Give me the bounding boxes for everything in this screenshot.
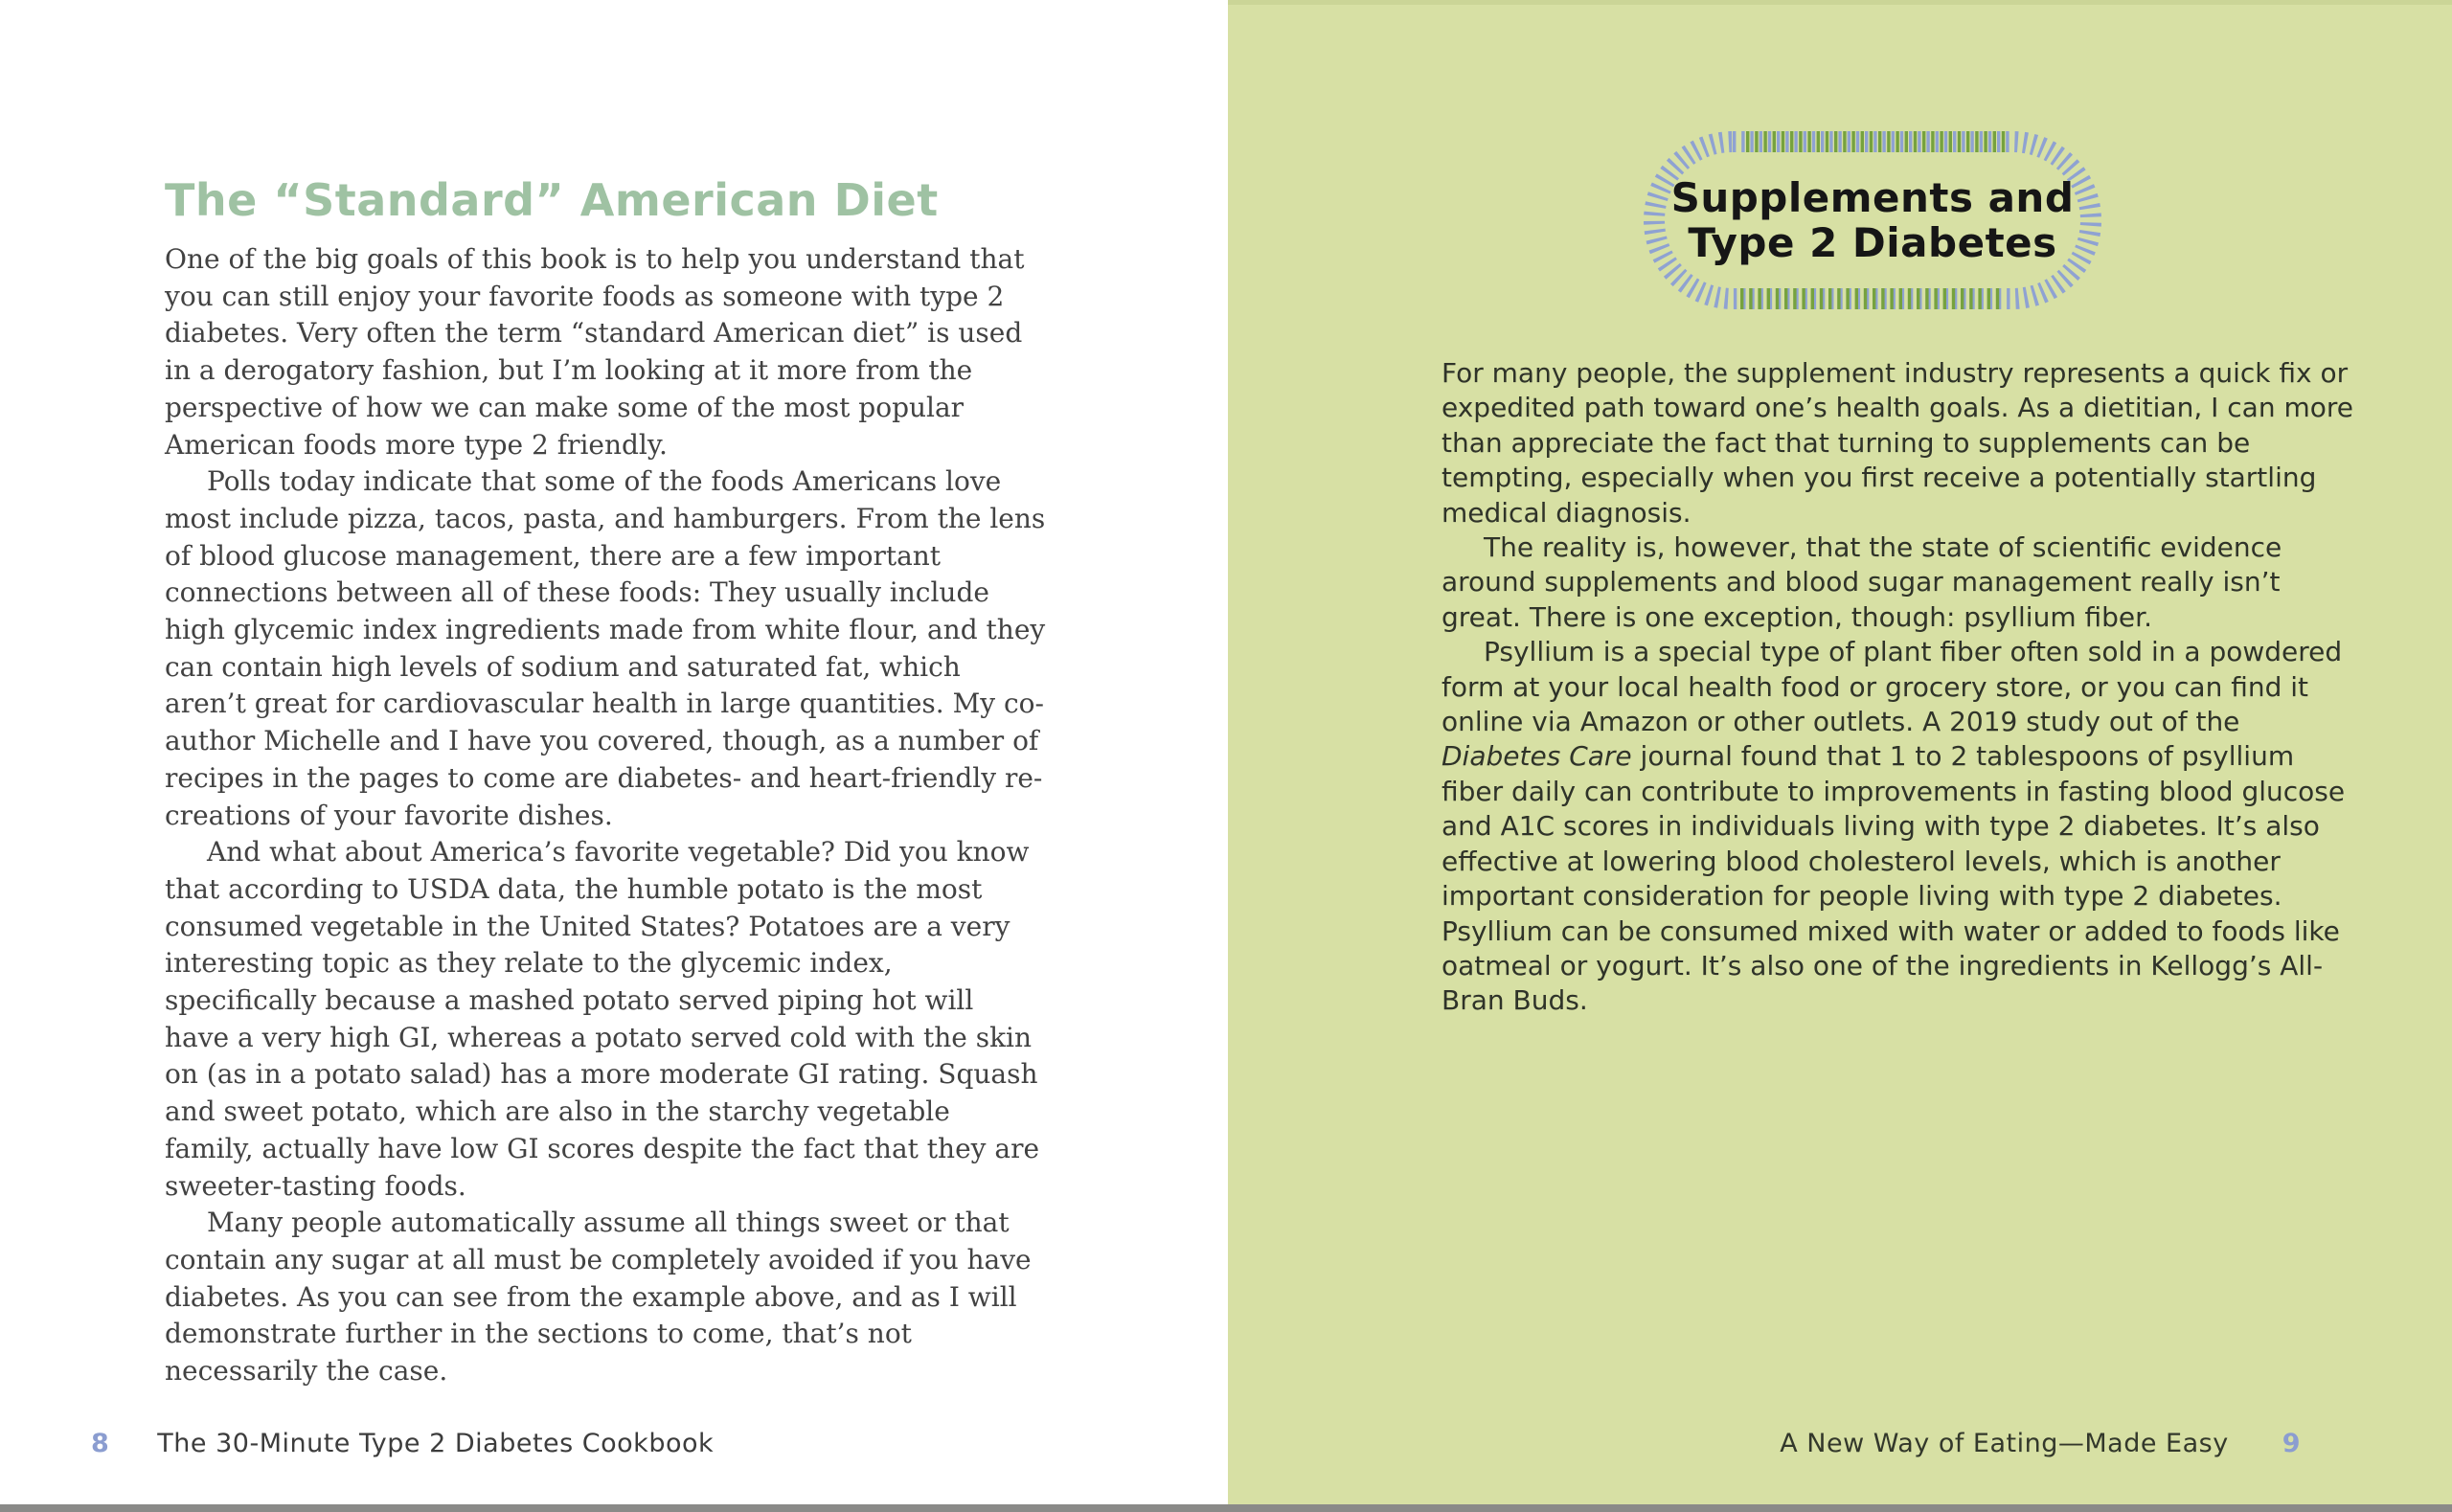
paragraph-text: Psyllium is a special type of plant fiber often sold in a powdered form at your local health food or grocery store, or you can find it online via Amazon or other outlets. A 2019 study out of the xyxy=(1442,636,2343,738)
paragraph: For many people, the supplement industry represents a quick fix or expedited path toward one’s health goals. As a dietitian, I can more than appreciate the fact that turning to supplements can be tempting, especially when you first receive a potentially startling medical diagnosis. xyxy=(1442,357,2353,529)
chapter-heading-line1: Supplements and xyxy=(1670,174,2075,221)
chapter-heading xyxy=(1633,121,2112,320)
journal-title-italic: Diabetes Care xyxy=(1442,740,1632,773)
right-footer xyxy=(1228,1429,2377,1458)
running-head-book-title: The 30-Minute Type 2 Diabetes Cookbook xyxy=(157,1429,715,1458)
page-top-edge xyxy=(1228,0,2452,5)
paragraph: Polls today indicate that some of the foods Americans love most include pizza, tacos, pasta, and hamburgers. From the lens of blood glucose management, there are a few important connections between all of these foods: They usually include high glycemic index ingredients made from white flour, and they can contain high levels of sodium and saturated fat, which aren’t great for cardiovascular health in large quantities. My co-author Michelle and I have you covered, though, as a number of recipes in the pages to come are diabetes- and heart-friendly re-creations of your favorite dishes. xyxy=(165,465,1046,831)
paragraph: The reality is, however, that the state of scientific evidence around supplements and blood sugar management really isn’t great. There is one exception, though: psyllium fiber. xyxy=(1442,531,2282,633)
page-number: 8 xyxy=(91,1429,110,1458)
paragraph xyxy=(1442,635,2359,1018)
paragraph-text: journal found that 1 to 2 tablespoons of psyllium fiber daily can contribute to improvements in fasting blood glucose and A1C scores in individuals living with type 2 diabetes. It’s also effective at lowering blood cholesterol levels, which is another important consideration for people living with type 2 diabetes. Psyllium can be consumed mixed with water or added to foods like oatmeal or yogurt. It’s also one of the ingredients in Kellogg’s All-Bran Buds. xyxy=(1442,740,2346,1017)
left-footer xyxy=(91,1429,714,1458)
running-head-chapter-title: A New Way of Eating—Made Easy xyxy=(1780,1429,2229,1458)
paragraph: One of the big goals of this book is to help you understand that you can still enjoy your favorite foods as someone with type 2 diabetes. Very often the term “standard American diet” is used in a derogatory fashion, but I’m looking at it more from the perspective of how we can make some of the most popular American foods more type 2 friendly. xyxy=(165,243,1025,461)
page-number: 9 xyxy=(2282,1429,2301,1458)
paragraph: And what about America’s favorite vegetable? Did you know that according to USDA data, the humble potato is the most consumed vegetable in the United States? Potatoes are a very interesting topic as they relate to the glycemic index, specifically because a mashed potato served piping hot will have a very high GI, whereas a potato served cold with the skin on (as in a potato salad) has a more moderate GI rating. Squash and sweet potato, which are also in the starchy vegetable family, actually have low GI scores despite the fact that they are sweeter-tasting foods. xyxy=(165,836,1040,1202)
right-body-text xyxy=(1442,356,2359,1019)
left-page xyxy=(0,0,1228,1504)
left-body-text xyxy=(165,241,1046,1390)
section-heading: The “Standard” American Diet xyxy=(165,174,939,226)
chapter-heading-line2: Type 2 Diabetes xyxy=(1688,219,2057,266)
paragraph: Many people automatically assume all things sweet or that contain any sugar at all must be completely avoided if you have diabetes. As you can see from the example above, and as I will demonstrate further in the sections to come, that’s not necessarily the case. xyxy=(165,1207,1032,1388)
page-bottom-edge xyxy=(0,1504,2452,1512)
